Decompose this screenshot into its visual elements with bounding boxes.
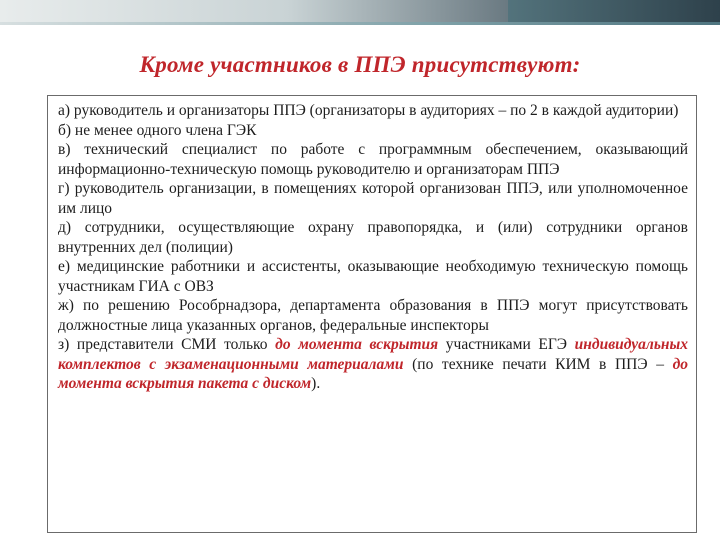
list-item-z-part1: з) представители СМИ только — [58, 336, 276, 353]
content-box — [47, 95, 697, 533]
list-item-zh: ж) по решению Рособрнадзора, департамента образования в ППЭ могут присутствовать должностные лица указанных органов, федеральные инспекторы — [58, 297, 688, 334]
list-item-z-part2: участниками ЕГЭ — [438, 336, 575, 353]
list-item-z-highlight-3: до момента вскрытия пакета с диском — [58, 355, 689, 392]
list-item-z-highlight-2: индивидуальных комплектов с экзаменационными материалами — [58, 336, 689, 373]
top-decor-line — [0, 22, 720, 25]
list-item-z-highlight-1: до момента вскрытия — [275, 336, 439, 353]
list-item-e: е) медицинские работники и ассистенты, оказывающие необходимую техническую помощь участникам ГИА с ОВЗ — [58, 258, 688, 295]
list-item-g: г) руководитель организации, в помещениях которой организован ППЭ, или уполномоченное им лицо — [58, 180, 688, 217]
list-item-z-part3: (по технике печати КИМ в ППЭ – — [403, 355, 673, 373]
list-item-z-part4: ). — [311, 375, 321, 392]
list-item-d: д) сотрудники, осуществляющие охрану правопорядка, и (или) сотрудники органов внутренних дел (полиции) — [58, 219, 688, 256]
list-item-a: а) руководитель и организаторы ППЭ (организаторы в аудиториях – по 2 в каждой аудитории) — [58, 102, 679, 119]
list-item-v: в) технический специалист по работе с программным обеспечением, оказывающий информационно-техническую помощь руководителю и организаторам ППЭ — [58, 141, 688, 178]
list-item-z — [58, 335, 688, 394]
top-decor-bar-dark — [508, 0, 720, 22]
slide-title: Кроме участников в ППЭ присутствуют: — [139, 52, 581, 77]
list-item-b: б) не менее одного члена ГЭК — [58, 121, 257, 139]
